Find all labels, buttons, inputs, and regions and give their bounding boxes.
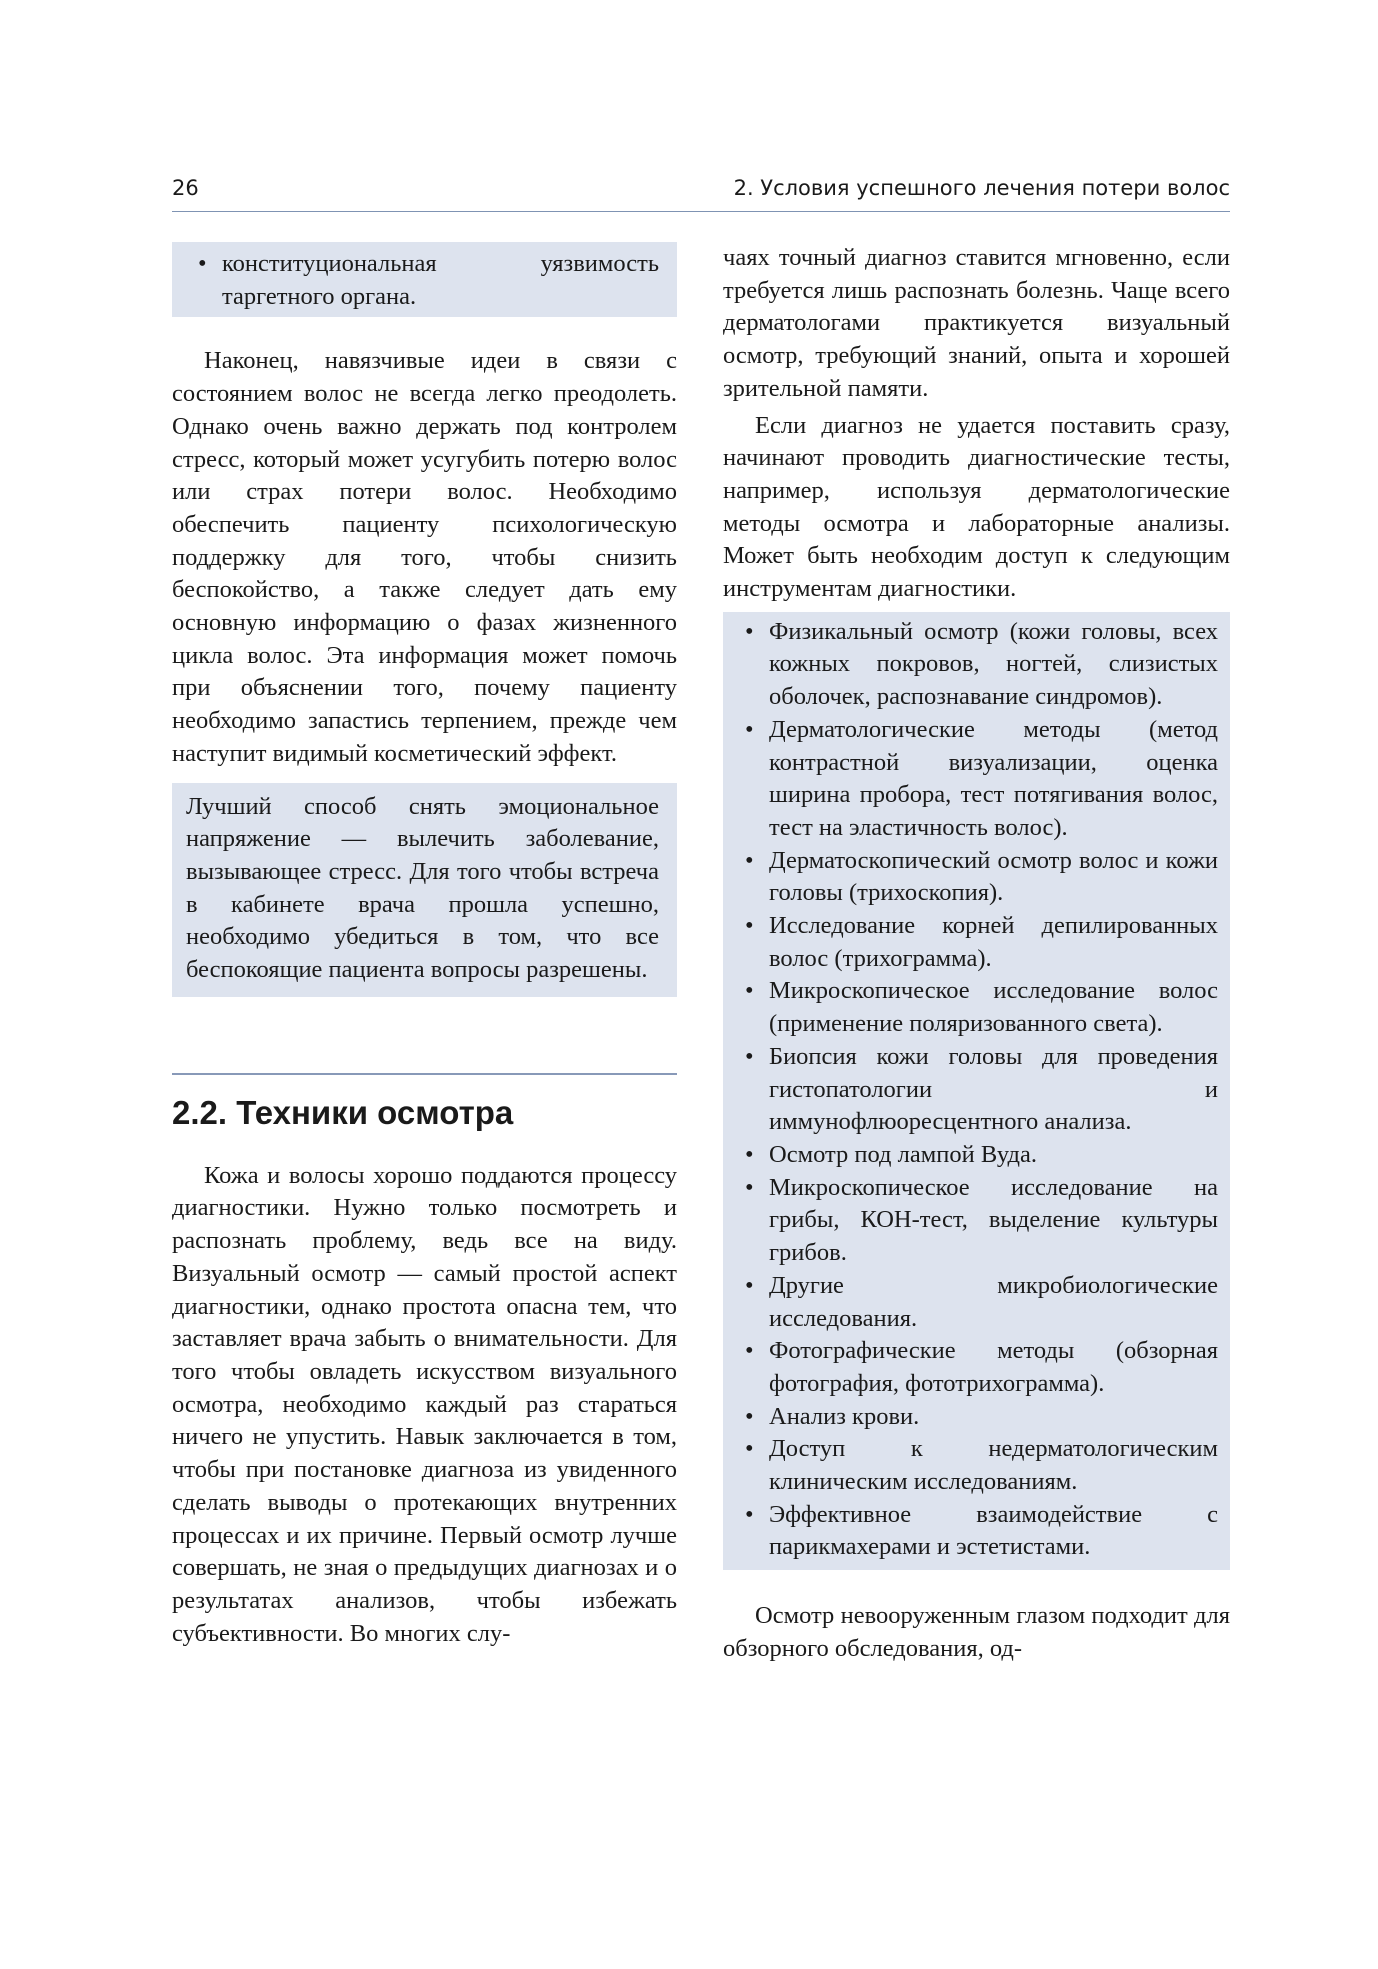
chapter-title: 2. Условия успешного лечения потери волос: [733, 176, 1230, 200]
list-item: • конституциональная уязвимость таргетного органа.: [198, 248, 659, 313]
paragraph: чаях точный диагноз ставится мгновенно, если требуется лишь распознать болезнь. Чаще всего дерматологами практикуется визуальный осмотр, требующий знаний, опыта и хорошей зрительной памяти.: [723, 244, 1230, 402]
list-item: • Доступ к недерматологическим клиническим исследованиям.: [745, 1433, 1218, 1498]
list-item: • Дерматологические методы (метод контрастной визуализации, оценка ширина пробора, тест потягивания волос, тест на эластичность волос).: [745, 714, 1218, 845]
header-divider: [172, 211, 1230, 212]
list-item: • Эффективное взаимодействие с парикмахерами и эстетистами.: [745, 1499, 1218, 1564]
list-item: • Осмотр под лампой Вуда.: [745, 1139, 1218, 1172]
highlight-box: [172, 783, 677, 997]
bullet-box: [172, 242, 677, 317]
right-column: [723, 242, 1230, 1666]
list-item: • Микроскопическое исследование волос (применение поляризованного света).: [745, 975, 1218, 1040]
diagnostic-tools-list: [745, 616, 1218, 1564]
paragraph: Кожа и волосы хорошо поддаются процессу диагностики. Нужно только посмотреть и распознать проблему, ведь все на виду. Визуальный осмотр — самый простой аспект диагностики, однако простота опасна тем, что заставляет врача забыть о внимательности. Для того чтобы овладеть искусством визуального осмотра, необходимо каждый раз стараться ничего не упустить. Навык заключается в том, чтобы при постановке диагноза из увиденного сделать выводы о протекающих внутренних процессах и их причине. Первый осмотр лучше совершать, не зная о предыдущих диагнозах и о результатах анализов, чтобы избежать субъективности. Во многих слу-: [172, 1161, 677, 1647]
diagnostic-tools-box: [723, 612, 1230, 1570]
paragraph: Наконец, навязчивые идеи в связи с состоянием волос не всегда легко преодолеть. Однако очень важно держать под контролем стресс, который может усугубить потерю волос или страх потери волос. Необходимо обеспечить пациенту психологическую поддержку для того, чтобы снизить беспокойство, а также следует дать ему основную информацию о фазах жизненного цикла волос. Эта информация может помочь при объяснении того, почему пациенту необходимо запастись терпением, прежде чем наступит видимый косметический эффект.: [172, 347, 677, 767]
paragraph: Если диагноз не удается поставить сразу, начинают проводить диагностические тесты, например, используя дерматологические методы осмотра и лабораторные анализы. Может быть необходим доступ к следующим инструментам диагностики.: [723, 411, 1230, 603]
list-item: • Другие микробиологические исследования.: [745, 1270, 1218, 1335]
list-item: • Фотографические методы (обзорная фотография, фототрихограмма).: [745, 1335, 1218, 1400]
running-header: [172, 176, 1230, 212]
paragraph: Осмотр невооруженным глазом подходит для обзорного обследования, од-: [723, 1602, 1230, 1662]
section-divider: [172, 1073, 677, 1075]
left-column: [172, 242, 677, 1650]
list-item: • Дерматоскопический осмотр волос и кожи головы (трихоскопия).: [745, 845, 1218, 910]
list-item: • Анализ крови.: [745, 1401, 1218, 1434]
list-item: • Биопсия кожи головы для проведения гистопатологии и иммунофлюоресцентного анализа.: [745, 1041, 1218, 1139]
list-item: • Микроскопическое исследование на грибы, КОН-тест, выделение культуры грибов.: [745, 1172, 1218, 1270]
section-title: 2.2. Техники осмотра: [172, 1093, 514, 1131]
page-number: 26: [172, 176, 199, 200]
highlight-text: Лучший способ снять эмоциональное напряжение — вылечить заболевание, вызывающее стресс. Для того чтобы встреча в кабинете врача прошла успешно, необходимо убедиться в том, что все беспокоящие пациента вопросы разрешены.: [186, 792, 659, 984]
list-item: • Исследование корней депилированных волос (трихограмма).: [745, 910, 1218, 975]
list-item: • Физикальный осмотр (кожи головы, всех кожных покровов, ногтей, слизистых оболочек, распознавание синдромов).: [745, 616, 1218, 714]
